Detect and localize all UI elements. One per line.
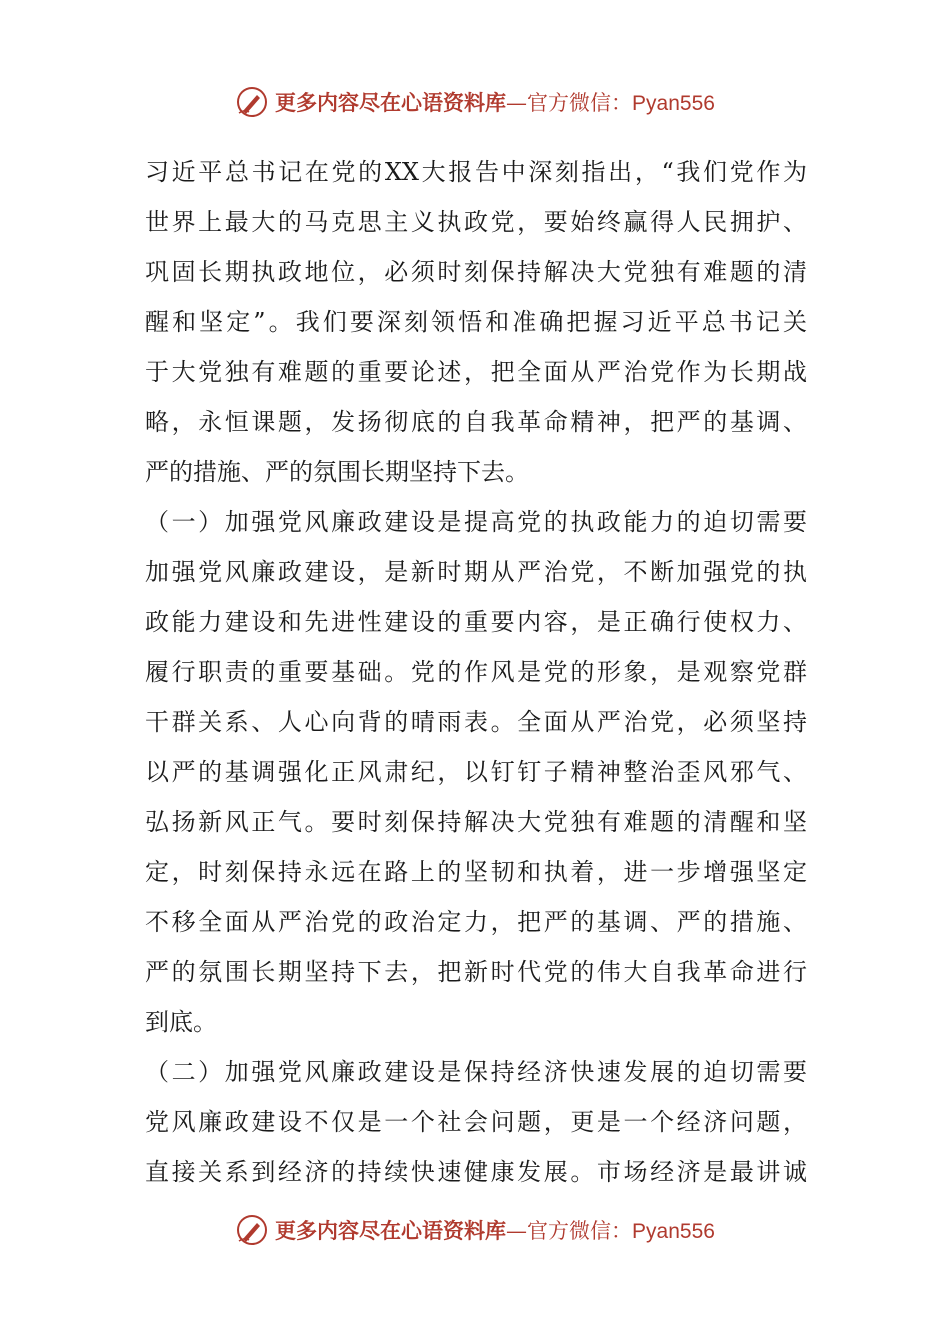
header-label: 官方微信： bbox=[527, 91, 633, 115]
header-banner bbox=[0, 82, 950, 122]
body-line: 加强党风廉政建设，是新时期从严治党，不断加强党的执 bbox=[145, 558, 807, 586]
body-line: 巩固长期执政地位，必须时刻保持解决大党独有难题的清 bbox=[145, 258, 807, 286]
body-line: 于大党独有难题的重要论述，把全面从严治党作为长期战 bbox=[145, 358, 807, 386]
body-line: 不移全面从严治党的政治定力，把严的基调、严的措施、 bbox=[145, 908, 807, 936]
body-line: 直接关系到经济的持续快速健康发展。市场经济是最讲诚 bbox=[145, 1158, 807, 1186]
footer-wechat-id: Pyan556 bbox=[632, 1220, 715, 1243]
footer-label: 官方微信： bbox=[527, 1219, 633, 1243]
body-line: 严的措施、严的氛围长期坚持下去。 bbox=[145, 458, 529, 486]
body-line: 干群关系、人心向背的晴雨表。全面从严治党，必须坚持 bbox=[145, 708, 807, 736]
pen-logo-icon bbox=[235, 85, 269, 119]
body-line: 定，时刻保持永远在路上的坚韧和执着，进一步增强坚定 bbox=[145, 858, 807, 886]
body-line: 党风廉政建设不仅是一个社会问题，更是一个经济问题， bbox=[145, 1108, 807, 1136]
body-line: 政能力建设和先进性建设的重要内容，是正确行使权力、 bbox=[145, 608, 807, 636]
body-line: 履行职责的重要基础。党的作风是党的形象，是观察党群 bbox=[145, 658, 807, 686]
footer-text bbox=[275, 1215, 715, 1245]
footer-site-text: 更多内容尽在心语资料库 bbox=[275, 1218, 507, 1243]
header-text bbox=[275, 87, 715, 117]
body-line: 略，永恒课题，发扬彻底的自我革命精神，把严的基调、 bbox=[145, 408, 807, 436]
body-line: 醒和坚定”。我们要深刻领悟和准确把握习近平总书记关 bbox=[145, 308, 807, 336]
body-line: 习近平总书记在党的XX大报告中深刻指出，“我们党作为 bbox=[145, 158, 807, 186]
body-line: 以严的基调强化正风肃纪，以钉钉子精神整治歪风邪气、 bbox=[145, 758, 807, 786]
body-line: 世界上最大的马克思主义执政党，要始终赢得人民拥护、 bbox=[145, 208, 807, 236]
body-line: 到底。 bbox=[145, 1008, 217, 1036]
body-line: 弘扬新风正气。要时刻保持解决大党独有难题的清醒和坚 bbox=[145, 808, 807, 836]
footer-banner bbox=[0, 1210, 950, 1250]
footer-dash: — bbox=[506, 1219, 528, 1243]
body-line: 严的氛围长期坚持下去，把新时代党的伟大自我革命进行 bbox=[145, 958, 807, 986]
header-site-text: 更多内容尽在心语资料库 bbox=[275, 90, 507, 115]
document-body bbox=[145, 147, 807, 1197]
header-wechat-id: Pyan556 bbox=[632, 92, 715, 115]
pen-logo-icon bbox=[235, 1213, 269, 1247]
body-line: （一）加强党风廉政建设是提高党的执政能力的迫切需要 bbox=[145, 508, 807, 536]
body-line: （二）加强党风廉政建设是保持经济快速发展的迫切需要 bbox=[145, 1058, 807, 1086]
header-dash: — bbox=[506, 91, 528, 115]
